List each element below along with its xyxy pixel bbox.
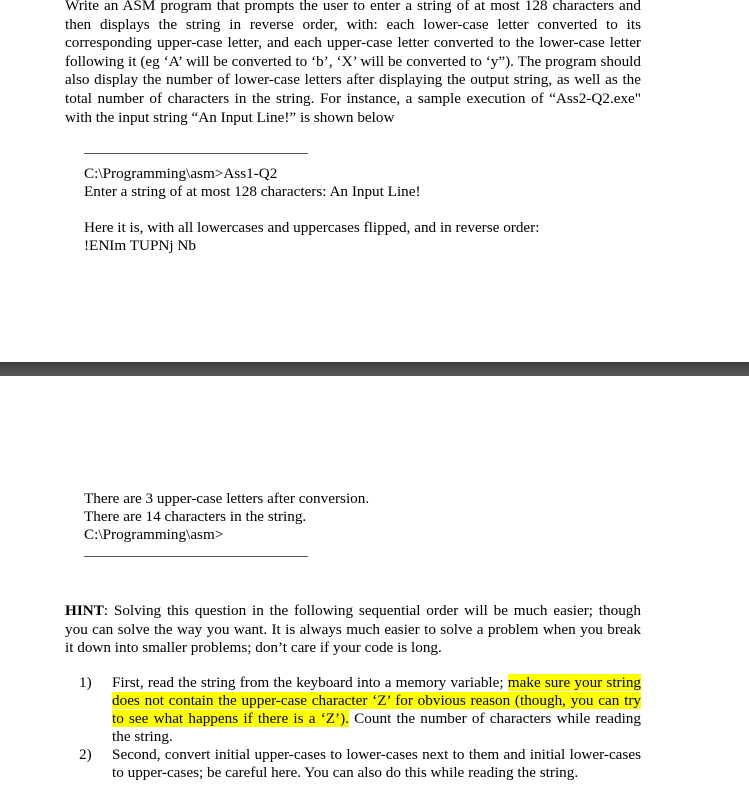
console-line: There are 3 upper-case letters after conversion. xyxy=(84,490,370,507)
step-text: Second, convert initial upper-cases to lower-cases next to them and initial lower-cases to upper-cases; be careful here. You can also do this while reading the string. xyxy=(112,746,641,781)
console-output-top xyxy=(84,165,539,255)
console-top-rule xyxy=(84,153,308,154)
page-divider xyxy=(0,362,749,376)
hint-paragraph xyxy=(65,602,641,658)
step-text: First, read the string from the keyboard into a memory variable; xyxy=(112,674,508,691)
list-item xyxy=(65,674,641,746)
step-text-after: Count the number of characters while reading the string. xyxy=(112,710,641,745)
console-line: Enter a string of at most 128 characters: An Input Line! xyxy=(84,183,421,200)
steps-list xyxy=(65,674,641,782)
step-number: 2) xyxy=(79,746,92,763)
console-bottom-rule xyxy=(84,556,308,557)
hint-text: : Solving this question in the following sequential order will be much easier; though you can solve the way you want. It is always much easier to solve a problem when you break it down into smaller problems; don’t care if your code is long. xyxy=(65,602,641,657)
page-top xyxy=(0,0,749,362)
console-line: C:\Programming\asm>Ass1-Q2 xyxy=(84,165,278,182)
highlighted-text: make sure your string does not contain the upper-case character ‘Z’ for obvious reason (though, you can try to see what happens if there is a ‘Z’). xyxy=(112,674,642,727)
list-item xyxy=(65,746,641,782)
console-line: Here it is, with all lowercases and uppercases flipped, and in reverse order: xyxy=(84,219,540,236)
step-number: 1) xyxy=(79,674,92,691)
intro-paragraph: Write an ASM program that prompts the user to enter a string of at most 128 characters and then displays the string in reverse order, with: each lower-case letter converted to its corresponding upper-case letter, and each upper-case letter converted to the lower-case letter following it (eg ‘A’ will be converted to ‘b’, ‘X’ will be converted to ‘y”). The program should also display the number of lower-case letters after displaying the output string, as well as the total number of characters in the string. For instance, a sample execution of “Ass2-Q2.exe" with the input string “An Input Line!” is shown below xyxy=(65,0,641,126)
console-output-bottom xyxy=(84,490,369,544)
console-line: !ENIm TUPNj Nb xyxy=(84,237,196,254)
console-line: C:\Programming\asm> xyxy=(84,526,224,543)
page-bottom xyxy=(0,376,749,788)
console-line: There are 14 characters in the string. xyxy=(84,508,307,525)
hint-label: HINT xyxy=(65,602,104,619)
